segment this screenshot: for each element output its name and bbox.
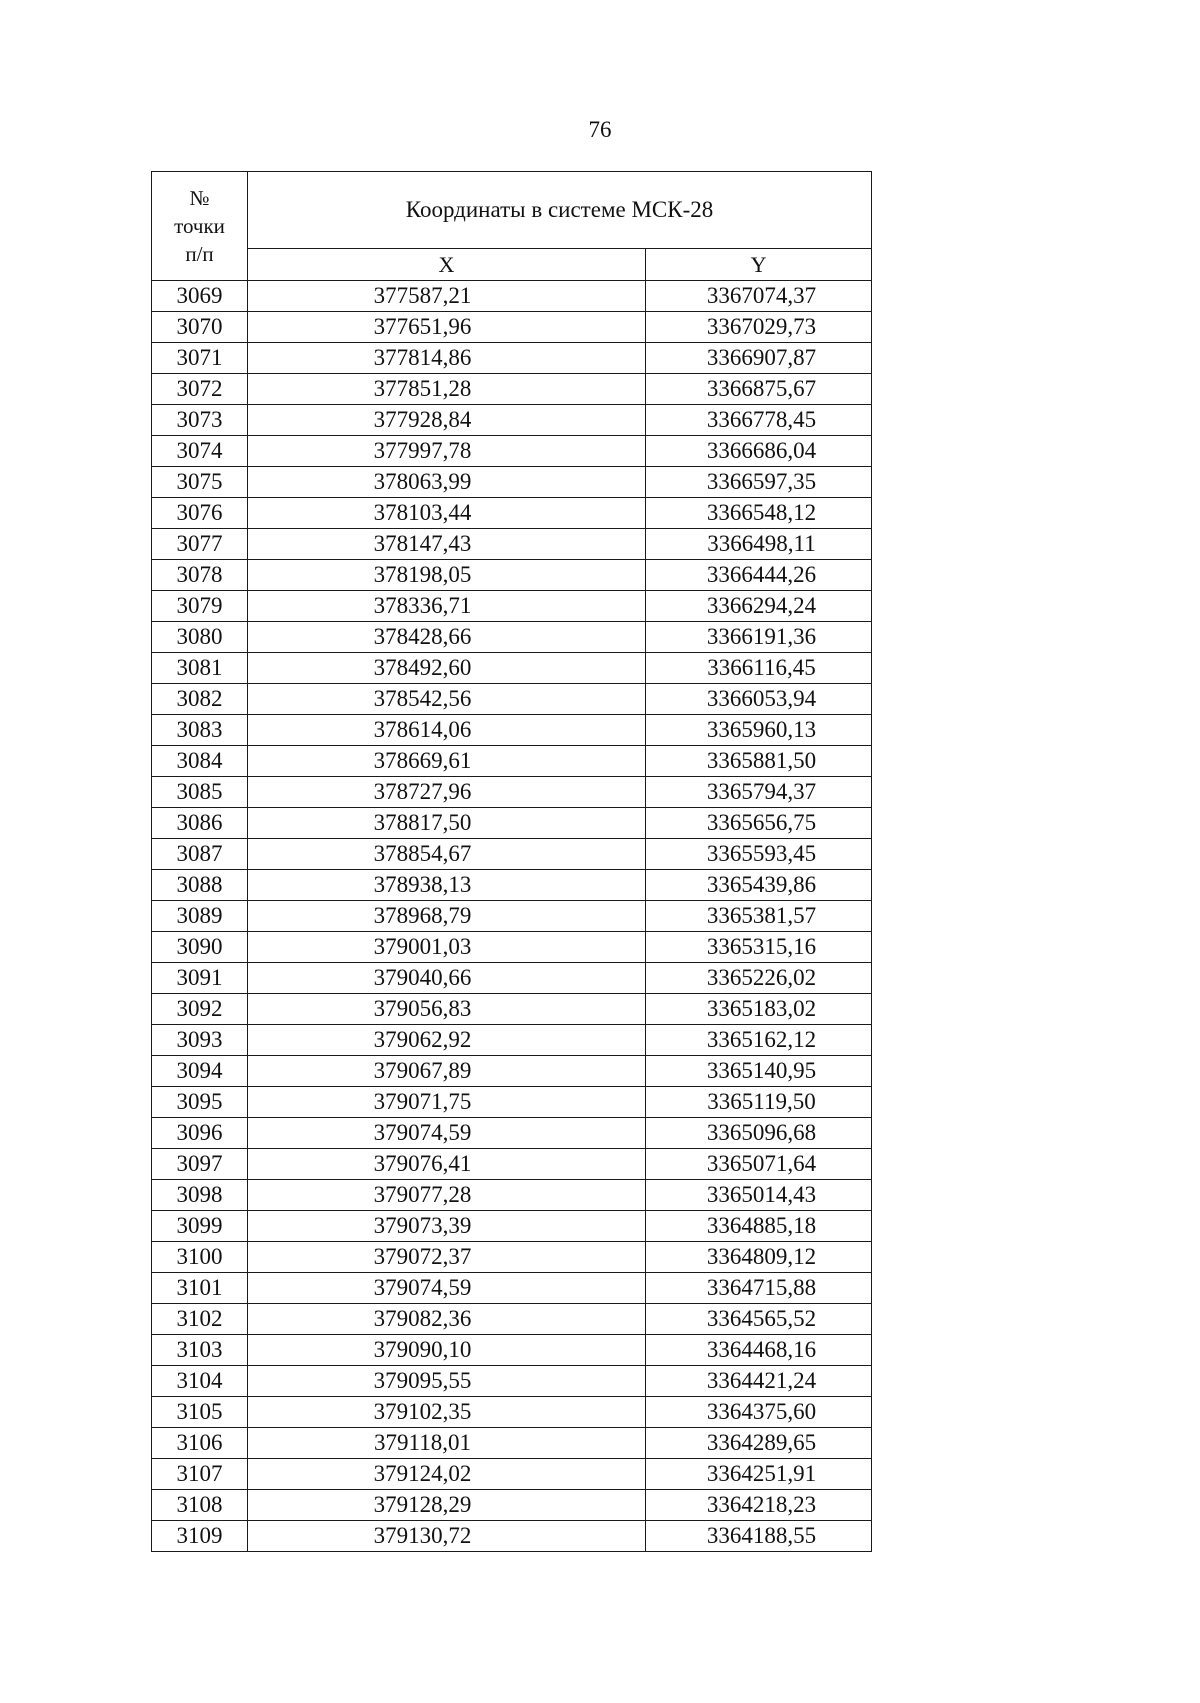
- x-coordinate-cell: 378542,56: [248, 684, 646, 715]
- point-number-cell: 3108: [152, 1490, 248, 1521]
- table-row: [152, 901, 872, 932]
- x-coordinate-cell: 377997,78: [248, 436, 646, 467]
- point-number-cell: 3075: [152, 467, 248, 498]
- y-coordinate-cell: 3366686,04: [646, 436, 872, 467]
- point-number-cell: 3078: [152, 560, 248, 591]
- y-coordinate-cell: 3364468,16: [646, 1335, 872, 1366]
- table-row: [152, 1118, 872, 1149]
- point-number-cell: 3070: [152, 312, 248, 343]
- table-row: [152, 1397, 872, 1428]
- table-row: [152, 1149, 872, 1180]
- table-row: [152, 1366, 872, 1397]
- point-number-cell: 3100: [152, 1242, 248, 1273]
- y-coordinate-cell: 3365593,45: [646, 839, 872, 870]
- table-row: [152, 1521, 872, 1552]
- x-coordinate-cell: 377814,86: [248, 343, 646, 374]
- point-number-cell: 3073: [152, 405, 248, 436]
- table-row: [152, 1025, 872, 1056]
- point-number-cell: 3072: [152, 374, 248, 405]
- table-row: [152, 1180, 872, 1211]
- table-row: [152, 622, 872, 653]
- y-coordinate-cell: 3364885,18: [646, 1211, 872, 1242]
- table-row: [152, 1459, 872, 1490]
- x-coordinate-cell: 379074,59: [248, 1273, 646, 1304]
- x-coordinate-cell: 379128,29: [248, 1490, 646, 1521]
- x-coordinate-cell: 379001,03: [248, 932, 646, 963]
- table-row: [152, 1242, 872, 1273]
- x-coordinate-cell: 378968,79: [248, 901, 646, 932]
- point-number-cell: 3093: [152, 1025, 248, 1056]
- table-row: [152, 1428, 872, 1459]
- x-coordinate-cell: 379118,01: [248, 1428, 646, 1459]
- y-coordinate-cell: 3364715,88: [646, 1273, 872, 1304]
- y-coordinate-cell: 3366597,35: [646, 467, 872, 498]
- table-row: [152, 870, 872, 901]
- x-coordinate-cell: 378854,67: [248, 839, 646, 870]
- x-coordinate-cell: 377587,21: [248, 281, 646, 312]
- y-column-header: Y: [646, 249, 872, 281]
- y-coordinate-cell: 3365162,12: [646, 1025, 872, 1056]
- x-coordinate-cell: 378428,66: [248, 622, 646, 653]
- point-number-cell: 3107: [152, 1459, 248, 1490]
- y-coordinate-cell: 3365119,50: [646, 1087, 872, 1118]
- y-coordinate-cell: 3364251,91: [646, 1459, 872, 1490]
- point-number-cell: 3084: [152, 746, 248, 777]
- x-coordinate-cell: 379077,28: [248, 1180, 646, 1211]
- point-number-cell: 3105: [152, 1397, 248, 1428]
- table-row: [152, 591, 872, 622]
- x-coordinate-cell: 378669,61: [248, 746, 646, 777]
- x-coordinate-cell: 379095,55: [248, 1366, 646, 1397]
- x-coordinate-cell: 378817,50: [248, 808, 646, 839]
- number-sign: №: [189, 186, 210, 210]
- table-row: [152, 932, 872, 963]
- point-number-cell: 3082: [152, 684, 248, 715]
- ordinal-abbrev: п/п: [185, 242, 214, 266]
- x-coordinate-cell: 377928,84: [248, 405, 646, 436]
- y-coordinate-cell: 3365226,02: [646, 963, 872, 994]
- x-coordinate-cell: 378147,43: [248, 529, 646, 560]
- y-coordinate-cell: 3365140,95: [646, 1056, 872, 1087]
- point-number-cell: 3069: [152, 281, 248, 312]
- table-row: [152, 312, 872, 343]
- point-number-cell: 3104: [152, 1366, 248, 1397]
- table-row: [152, 1273, 872, 1304]
- x-coordinate-cell: 379102,35: [248, 1397, 646, 1428]
- x-coordinate-cell: 379072,37: [248, 1242, 646, 1273]
- point-number-cell: 3090: [152, 932, 248, 963]
- y-coordinate-cell: 3364188,55: [646, 1521, 872, 1552]
- point-number-cell: 3097: [152, 1149, 248, 1180]
- x-coordinate-cell: 379056,83: [248, 994, 646, 1025]
- x-coordinate-cell: 379130,72: [248, 1521, 646, 1552]
- table-row: [152, 343, 872, 374]
- y-coordinate-cell: 3365096,68: [646, 1118, 872, 1149]
- y-coordinate-cell: 3364809,12: [646, 1242, 872, 1273]
- x-coordinate-cell: 377851,28: [248, 374, 646, 405]
- table-row: [152, 467, 872, 498]
- point-number-cell: 3077: [152, 529, 248, 560]
- point-number-cell: 3076: [152, 498, 248, 529]
- point-word: точки: [174, 214, 225, 238]
- y-coordinate-cell: 3365656,75: [646, 808, 872, 839]
- point-number-cell: 3080: [152, 622, 248, 653]
- table-row: [152, 1335, 872, 1366]
- table-row: [152, 374, 872, 405]
- y-coordinate-cell: 3366548,12: [646, 498, 872, 529]
- point-number-cell: 3102: [152, 1304, 248, 1335]
- y-coordinate-cell: 3366498,11: [646, 529, 872, 560]
- y-coordinate-cell: 3367074,37: [646, 281, 872, 312]
- x-coordinate-cell: 378103,44: [248, 498, 646, 529]
- x-coordinate-cell: 378063,99: [248, 467, 646, 498]
- point-number-cell: 3098: [152, 1180, 248, 1211]
- table-row: [152, 715, 872, 746]
- y-coordinate-cell: 3365315,16: [646, 932, 872, 963]
- point-number-cell: 3109: [152, 1521, 248, 1552]
- table-row: [152, 839, 872, 870]
- table-row: [152, 653, 872, 684]
- table-row: [152, 777, 872, 808]
- point-number-cell: 3096: [152, 1118, 248, 1149]
- y-coordinate-cell: 3364375,60: [646, 1397, 872, 1428]
- table-row: [152, 1211, 872, 1242]
- point-number-cell: 3074: [152, 436, 248, 467]
- x-coordinate-cell: 377651,96: [248, 312, 646, 343]
- point-number-cell: 3085: [152, 777, 248, 808]
- x-coordinate-cell: 379074,59: [248, 1118, 646, 1149]
- point-number-cell: 3095: [152, 1087, 248, 1118]
- table-row: [152, 963, 872, 994]
- y-coordinate-cell: 3366053,94: [646, 684, 872, 715]
- point-number-cell: 3103: [152, 1335, 248, 1366]
- page-number: 76: [588, 117, 612, 142]
- point-number-cell: 3081: [152, 653, 248, 684]
- point-number-cell: 3106: [152, 1428, 248, 1459]
- table-row: [152, 808, 872, 839]
- table-row: [152, 1304, 872, 1335]
- point-number-cell: 3071: [152, 343, 248, 374]
- y-coordinate-cell: 3364421,24: [646, 1366, 872, 1397]
- y-coordinate-cell: 3366191,36: [646, 622, 872, 653]
- x-coordinate-cell: 378336,71: [248, 591, 646, 622]
- y-coordinate-cell: 3366778,45: [646, 405, 872, 436]
- table-row: [152, 529, 872, 560]
- table-row: [152, 498, 872, 529]
- table-row: [152, 1490, 872, 1521]
- y-coordinate-cell: 3367029,73: [646, 312, 872, 343]
- y-coordinate-cell: 3365960,13: [646, 715, 872, 746]
- point-number-cell: 3091: [152, 963, 248, 994]
- table-row: [152, 684, 872, 715]
- x-coordinate-cell: 378727,96: [248, 777, 646, 808]
- y-coordinate-cell: 3365439,86: [646, 870, 872, 901]
- x-coordinate-cell: 379076,41: [248, 1149, 646, 1180]
- y-coordinate-cell: 3365794,37: [646, 777, 872, 808]
- x-coordinate-cell: 379082,36: [248, 1304, 646, 1335]
- y-coordinate-cell: 3365381,57: [646, 901, 872, 932]
- y-coordinate-cell: 3366294,24: [646, 591, 872, 622]
- x-coordinate-cell: 378492,60: [248, 653, 646, 684]
- point-number-header: [152, 172, 248, 281]
- table-row: [152, 1056, 872, 1087]
- y-coordinate-cell: 3366116,45: [646, 653, 872, 684]
- y-coordinate-cell: 3365881,50: [646, 746, 872, 777]
- point-number-cell: 3101: [152, 1273, 248, 1304]
- y-coordinate-cell: 3366907,87: [646, 343, 872, 374]
- y-coordinate-cell: 3364289,65: [646, 1428, 872, 1459]
- point-number-cell: 3088: [152, 870, 248, 901]
- x-column-header: X: [248, 249, 646, 281]
- table-row: [152, 436, 872, 467]
- x-coordinate-cell: 379124,02: [248, 1459, 646, 1490]
- coordinates-table: [151, 171, 872, 1552]
- y-coordinate-cell: 3365014,43: [646, 1180, 872, 1211]
- y-coordinate-cell: 3366875,67: [646, 374, 872, 405]
- point-number-cell: 3087: [152, 839, 248, 870]
- x-coordinate-cell: 378198,05: [248, 560, 646, 591]
- x-coordinate-cell: 378938,13: [248, 870, 646, 901]
- x-coordinate-cell: 379040,66: [248, 963, 646, 994]
- y-coordinate-cell: 3366444,26: [646, 560, 872, 591]
- point-number-cell: 3092: [152, 994, 248, 1025]
- point-number-cell: 3099: [152, 1211, 248, 1242]
- x-coordinate-cell: 379073,39: [248, 1211, 646, 1242]
- x-coordinate-cell: 378614,06: [248, 715, 646, 746]
- point-number-cell: 3079: [152, 591, 248, 622]
- point-number-cell: 3094: [152, 1056, 248, 1087]
- table-row: [152, 1087, 872, 1118]
- x-coordinate-cell: 379090,10: [248, 1335, 646, 1366]
- table-row: [152, 281, 872, 312]
- x-coordinate-cell: 379071,75: [248, 1087, 646, 1118]
- table-row: [152, 560, 872, 591]
- point-number-cell: 3083: [152, 715, 248, 746]
- y-coordinate-cell: 3365071,64: [646, 1149, 872, 1180]
- x-coordinate-cell: 379062,92: [248, 1025, 646, 1056]
- y-coordinate-cell: 3364218,23: [646, 1490, 872, 1521]
- x-coordinate-cell: 379067,89: [248, 1056, 646, 1087]
- point-number-cell: 3089: [152, 901, 248, 932]
- coordinates-table-body: [152, 281, 872, 1552]
- table-row: [152, 746, 872, 777]
- table-row: [152, 405, 872, 436]
- table-row: [152, 994, 872, 1025]
- y-coordinate-cell: 3365183,02: [646, 994, 872, 1025]
- point-number-cell: 3086: [152, 808, 248, 839]
- y-coordinate-cell: 3364565,52: [646, 1304, 872, 1335]
- coordinates-system-header: Координаты в системе МСК-28: [248, 172, 872, 249]
